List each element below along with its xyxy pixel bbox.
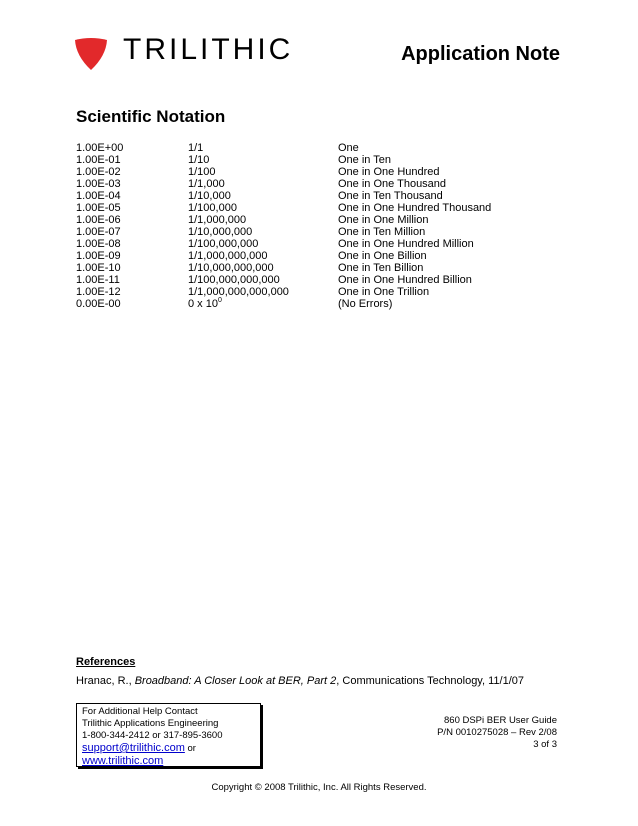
fraction-cell: 1/100,000,000,000: [188, 274, 280, 286]
table-row: [76, 286, 576, 298]
sci-notation-cell: 1.00E-08: [76, 238, 121, 250]
fraction-cell: 1/1,000,000,000,000: [188, 286, 289, 298]
reference-entry: [76, 675, 524, 688]
fraction-cell: 1/1,000,000: [188, 214, 247, 226]
fraction-cell: 1/10,000,000,000: [188, 262, 274, 274]
fraction-cell: 1/100: [188, 166, 216, 178]
words-cell: One in Ten: [338, 154, 392, 166]
fraction-cell: 1/1,000: [188, 178, 225, 190]
section-title: Scientific Notation: [76, 107, 226, 126]
help-phone: 1-800-344-2412 or 317-895-3600: [82, 730, 223, 741]
table-row: [76, 154, 576, 166]
words-cell: One in One Thousand: [338, 178, 447, 190]
guide-name: 860 DSPi BER User Guide: [444, 715, 557, 726]
page-header: [0, 0, 638, 90]
sci-notation-cell: 1.00E-11: [76, 274, 120, 286]
sci-notation-cell: 1.00E-03: [76, 178, 121, 190]
sci-notation-cell: 0.00E-00: [76, 298, 121, 310]
words-cell: One in One Hundred Thousand: [338, 202, 492, 214]
table-row: [76, 202, 576, 214]
trilithic-logo-icon: [73, 37, 109, 71]
fraction-cell: [188, 298, 222, 310]
words-cell: One in One Trillion: [338, 286, 430, 298]
fraction-cell: 1/10: [188, 154, 210, 166]
sci-notation-cell: 1.00E-07: [76, 226, 121, 238]
copyright-notice: Copyright © 2008 Trilithic, Inc. All Rights Reserved.: [211, 782, 427, 793]
sci-notation-cell: 1.00E-12: [76, 286, 121, 298]
table-row: [76, 250, 576, 262]
sci-notation-cell: 1.00E+00: [76, 142, 124, 154]
help-contact-box: [76, 703, 261, 767]
website-link[interactable]: www.trilithic.com: [82, 755, 164, 767]
words-cell: One in One Billion: [338, 250, 427, 262]
help-or-text: or: [184, 743, 196, 754]
fraction-cell: 1/100,000,000: [188, 238, 259, 250]
reference-author: Hranac, R.,: [76, 675, 135, 687]
sci-notation-cell: 1.00E-09: [76, 250, 121, 262]
document-type: Application Note: [401, 43, 560, 65]
sci-notation-cell: 1.00E-10: [76, 262, 121, 274]
table-row: [76, 178, 576, 190]
sci-notation-cell: 1.00E-06: [76, 214, 121, 226]
words-cell: One in One Million: [338, 214, 429, 226]
support-email-link[interactable]: support@trilithic.com: [82, 742, 185, 754]
fraction-exponent: 0: [217, 297, 222, 304]
help-line-1: For Additional Help Contact: [82, 706, 198, 717]
words-cell: One in Ten Billion: [338, 262, 424, 274]
fraction-cell: 1/100,000: [188, 202, 237, 214]
help-line-2: Trilithic Applications Engineering: [82, 718, 219, 729]
table-row: [76, 298, 576, 310]
table-row: [76, 274, 576, 286]
words-cell: One in Ten Million: [338, 226, 426, 238]
table-row: [76, 166, 576, 178]
page-number: 3 of 3: [533, 739, 557, 750]
sci-notation-cell: 1.00E-04: [76, 190, 121, 202]
words-cell: One in One Hundred Million: [338, 238, 474, 250]
table-row: [76, 190, 576, 202]
words-cell: One: [338, 142, 359, 154]
sci-notation-cell: 1.00E-05: [76, 202, 121, 214]
notation-table: [76, 142, 576, 310]
table-row: [76, 238, 576, 250]
sci-notation-cell: 1.00E-02: [76, 166, 121, 178]
part-number: P/N 0010275028 – Rev 2/08: [437, 727, 557, 738]
references-heading: References: [76, 656, 136, 668]
reference-source: , Communications Technology, 11/1/07: [336, 675, 524, 687]
words-cell: One in One Hundred Billion: [338, 274, 472, 286]
brand-name: TRILITHIC: [123, 33, 294, 66]
fraction-cell: 1/1: [188, 142, 204, 154]
words-cell: (No Errors): [338, 298, 393, 310]
fraction-base: 0 x 10: [188, 298, 218, 310]
words-cell: One in One Hundred: [338, 166, 440, 178]
fraction-cell: 1/1,000,000,000: [188, 250, 268, 262]
table-row: [76, 142, 576, 154]
words-cell: One in Ten Thousand: [338, 190, 443, 202]
table-row: [76, 226, 576, 238]
help-website-line: [82, 755, 255, 768]
fraction-cell: 1/10,000: [188, 190, 231, 202]
fraction-cell: 1/10,000,000: [188, 226, 253, 238]
sci-notation-cell: 1.00E-01: [76, 154, 121, 166]
table-row: [76, 214, 576, 226]
document-info: [437, 715, 557, 751]
help-email-line: [82, 742, 255, 755]
reference-title: Broadband: A Closer Look at BER, Part 2: [134, 675, 337, 687]
table-row: [76, 262, 576, 274]
